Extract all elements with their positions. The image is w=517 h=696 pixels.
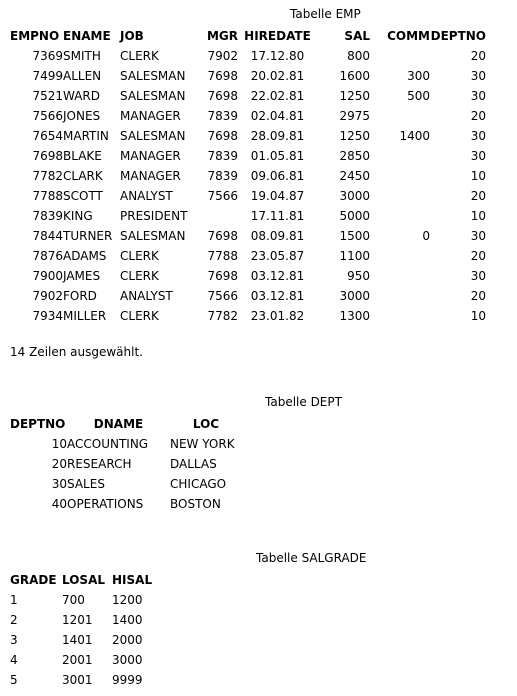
- emp-cell-comm: 500: [407, 89, 430, 103]
- emp-cell-comm: [370, 146, 430, 166]
- salgrade-cell-grade: 2: [10, 613, 18, 627]
- emp-cell-empno: 7369: [32, 49, 63, 63]
- emp-cell-hiredate: 01.05.81: [250, 149, 305, 163]
- emp-cell-comm: [370, 206, 430, 226]
- table-row: [10, 226, 486, 246]
- emp-cell-empno: 7566: [32, 109, 63, 123]
- table-row: [10, 650, 160, 670]
- dept-caption: Tabelle DEPT: [265, 395, 342, 409]
- emp-cell-mgr: [196, 206, 238, 226]
- emp-cell-sal: 950: [347, 269, 370, 283]
- emp-cell-empno: 7844: [32, 229, 63, 243]
- emp-cell-comm: 1400: [399, 129, 430, 143]
- salgrade-table: [10, 570, 160, 690]
- emp-cell-ename: SMITH: [63, 49, 101, 63]
- emp-cell-mgr: 7839: [207, 169, 238, 183]
- dept-header-row: [10, 414, 242, 434]
- table-row: [10, 186, 486, 206]
- emp-cell-sal: 1600: [339, 69, 370, 83]
- emp-cell-comm: [370, 106, 430, 126]
- emp-cell-sal: 5000: [339, 209, 370, 223]
- dept-table: [10, 414, 242, 514]
- emp-status-text: 14 Zeilen ausgewählt.: [10, 345, 143, 359]
- dept-cell-loc: DALLAS: [170, 457, 217, 471]
- emp-cell-mgr: 7902: [207, 49, 238, 63]
- emp-cell-deptno: 30: [470, 149, 486, 163]
- dept-col-loc: LOC: [192, 417, 220, 431]
- emp-cell-ename: MARTIN: [63, 129, 109, 143]
- dept-col-dname: DNAME: [93, 417, 144, 431]
- emp-cell-sal: 1300: [339, 309, 370, 323]
- emp-cell-hiredate: 09.06.81: [250, 169, 305, 183]
- emp-cell-sal: 3000: [339, 189, 370, 203]
- emp-cell-comm: 300: [407, 69, 430, 83]
- dept-cell-loc: NEW YORK: [170, 437, 235, 451]
- emp-cell-mgr: 7788: [207, 249, 238, 263]
- emp-cell-job: SALESMAN: [120, 229, 186, 243]
- emp-cell-sal: 2450: [339, 169, 370, 183]
- dept-cell-dname: RESEARCH: [67, 457, 132, 471]
- emp-cell-job: CLERK: [120, 249, 159, 263]
- emp-cell-ename: FORD: [63, 289, 97, 303]
- emp-cell-job: CLERK: [120, 309, 159, 323]
- emp-cell-job: MANAGER: [120, 109, 181, 123]
- table-row: [10, 66, 486, 86]
- emp-cell-hiredate: 03.12.81: [250, 289, 305, 303]
- emp-cell-mgr: 7566: [207, 289, 238, 303]
- emp-cell-comm: 0: [422, 229, 430, 243]
- table-row: [10, 86, 486, 106]
- dept-cell-dname: OPERATIONS: [67, 497, 144, 511]
- emp-cell-empno: 7782: [32, 169, 63, 183]
- table-row: [10, 454, 242, 474]
- table-row: [10, 670, 160, 690]
- emp-cell-deptno: 30: [470, 89, 486, 103]
- emp-cell-hiredate: 17.12.80: [250, 49, 305, 63]
- dept-cell-deptno: 40: [51, 497, 67, 511]
- emp-cell-comm: [370, 186, 430, 206]
- dept-cell-loc: BOSTON: [170, 497, 221, 511]
- emp-cell-hiredate: 20.02.81: [250, 69, 305, 83]
- emp-cell-ename: JAMES: [63, 269, 101, 283]
- emp-cell-sal: 1100: [339, 249, 370, 263]
- emp-cell-empno: 7839: [32, 209, 63, 223]
- salgrade-header-row: [10, 570, 160, 590]
- salgrade-col-losal: LOSAL: [62, 573, 105, 587]
- table-row: [10, 610, 160, 630]
- emp-cell-job: CLERK: [120, 49, 159, 63]
- emp-cell-deptno: 20: [470, 289, 486, 303]
- emp-cell-mgr: 7698: [207, 229, 238, 243]
- emp-cell-deptno: 10: [470, 209, 486, 223]
- emp-cell-mgr: 7698: [207, 129, 238, 143]
- salgrade-cell-losal: 3001: [62, 673, 93, 687]
- emp-cell-comm: [370, 46, 430, 66]
- table-row: [10, 246, 486, 266]
- emp-cell-ename: TURNER: [63, 229, 113, 243]
- emp-cell-mgr: 7566: [207, 189, 238, 203]
- emp-cell-empno: 7788: [32, 189, 63, 203]
- emp-caption: Tabelle EMP: [290, 7, 361, 21]
- emp-cell-job: MANAGER: [120, 169, 181, 183]
- emp-cell-empno: 7934: [32, 309, 63, 323]
- table-row: [10, 590, 160, 610]
- emp-cell-mgr: 7698: [207, 69, 238, 83]
- emp-cell-hiredate: 22.02.81: [250, 89, 305, 103]
- emp-cell-comm: [370, 306, 430, 326]
- salgrade-cell-losal: 1401: [62, 633, 93, 647]
- emp-cell-sal: 1250: [339, 89, 370, 103]
- emp-table-body: [10, 46, 486, 326]
- emp-cell-job: CLERK: [120, 269, 159, 283]
- table-row: [10, 126, 486, 146]
- emp-cell-deptno: 30: [470, 69, 486, 83]
- table-row: [10, 494, 242, 514]
- emp-cell-job: SALESMAN: [120, 69, 186, 83]
- dept-cell-deptno: 10: [51, 437, 67, 451]
- salgrade-table-body: [10, 590, 160, 690]
- emp-col-hiredate: HIREDATE: [244, 29, 311, 43]
- emp-col-empno: EMPNO: [10, 29, 60, 43]
- emp-cell-deptno: 20: [470, 109, 486, 123]
- emp-cell-mgr: 7698: [207, 269, 238, 283]
- salgrade-cell-hisal: 1200: [112, 593, 143, 607]
- dept-cell-dname: ACCOUNTING: [67, 437, 149, 451]
- emp-cell-hiredate: 19.04.87: [250, 189, 305, 203]
- emp-cell-deptno: 30: [470, 129, 486, 143]
- emp-cell-mgr: 7698: [207, 89, 238, 103]
- salgrade-cell-losal: 700: [62, 593, 85, 607]
- emp-cell-empno: 7902: [32, 289, 63, 303]
- table-row: [10, 630, 160, 650]
- table-row: [10, 206, 486, 226]
- emp-cell-hiredate: 03.12.81: [250, 269, 305, 283]
- emp-cell-comm: [370, 266, 430, 286]
- table-row: [10, 306, 486, 326]
- salgrade-cell-grade: 4: [10, 653, 18, 667]
- salgrade-cell-hisal: 9999: [112, 673, 143, 687]
- emp-cell-sal: 800: [347, 49, 370, 63]
- emp-cell-empno: 7876: [32, 249, 63, 263]
- table-row: [10, 434, 242, 454]
- salgrade-cell-hisal: 3000: [112, 653, 143, 667]
- emp-col-comm: COMM: [387, 29, 430, 43]
- emp-cell-empno: 7654: [32, 129, 63, 143]
- emp-cell-sal: 1250: [339, 129, 370, 143]
- emp-cell-hiredate: 08.09.81: [250, 229, 305, 243]
- table-row: [10, 474, 242, 494]
- emp-col-ename: ENAME: [63, 29, 111, 43]
- emp-cell-hiredate: 23.05.87: [250, 249, 305, 263]
- dept-cell-loc: CHICAGO: [170, 477, 227, 491]
- emp-cell-hiredate: 17.11.81: [250, 209, 305, 223]
- emp-cell-job: PRESIDENT: [120, 209, 188, 223]
- emp-cell-ename: KING: [63, 209, 93, 223]
- salgrade-cell-losal: 2001: [62, 653, 93, 667]
- emp-cell-hiredate: 02.04.81: [250, 109, 305, 123]
- salgrade-col-grade: GRADE: [10, 573, 57, 587]
- emp-cell-sal: 3000: [339, 289, 370, 303]
- table-row: [10, 286, 486, 306]
- emp-cell-mgr: 7782: [207, 309, 238, 323]
- emp-col-deptno: DEPTNO: [430, 29, 486, 43]
- emp-col-sal: SAL: [344, 29, 370, 43]
- emp-cell-comm: [370, 166, 430, 186]
- emp-header-row: [10, 26, 486, 46]
- emp-cell-ename: CLARK: [63, 169, 103, 183]
- emp-cell-empno: 7499: [32, 69, 63, 83]
- emp-cell-deptno: 30: [470, 269, 486, 283]
- emp-cell-mgr: 7839: [207, 149, 238, 163]
- dept-cell-deptno: 30: [51, 477, 67, 491]
- table-row: [10, 46, 486, 66]
- dept-cell-dname: SALES: [67, 477, 105, 491]
- emp-cell-sal: 2975: [339, 109, 370, 123]
- dept-col-deptno: DEPTNO: [10, 417, 66, 431]
- emp-cell-deptno: 30: [470, 229, 486, 243]
- table-row: [10, 146, 486, 166]
- emp-cell-ename: ALLEN: [63, 69, 102, 83]
- emp-cell-ename: ADAMS: [63, 249, 107, 263]
- salgrade-cell-grade: 1: [10, 593, 18, 607]
- emp-cell-empno: 7521: [32, 89, 63, 103]
- salgrade-col-hisal: HISAL: [112, 573, 153, 587]
- dept-table-body: [10, 434, 242, 514]
- emp-cell-comm: [370, 246, 430, 266]
- emp-cell-sal: 2850: [339, 149, 370, 163]
- emp-cell-ename: MILLER: [63, 309, 107, 323]
- emp-cell-job: SALESMAN: [120, 129, 186, 143]
- table-row: [10, 166, 486, 186]
- emp-cell-ename: JONES: [63, 109, 101, 123]
- emp-col-mgr: MGR: [206, 29, 238, 43]
- salgrade-caption: Tabelle SALGRADE: [256, 551, 367, 565]
- emp-cell-comm: [370, 286, 430, 306]
- salgrade-cell-grade: 3: [10, 633, 18, 647]
- emp-table: [10, 26, 486, 326]
- emp-cell-job: ANALYST: [120, 189, 173, 203]
- salgrade-cell-losal: 1201: [62, 613, 93, 627]
- emp-cell-ename: BLAKE: [63, 149, 102, 163]
- emp-cell-deptno: 20: [470, 189, 486, 203]
- dept-cell-deptno: 20: [51, 457, 67, 471]
- emp-col-job: JOB: [120, 29, 144, 43]
- emp-cell-job: SALESMAN: [120, 89, 186, 103]
- salgrade-cell-hisal: 1400: [112, 613, 143, 627]
- emp-cell-empno: 7698: [32, 149, 63, 163]
- emp-cell-empno: 7900: [32, 269, 63, 283]
- emp-cell-ename: WARD: [63, 89, 100, 103]
- emp-cell-hiredate: 23.01.82: [250, 309, 305, 323]
- emp-cell-deptno: 10: [470, 169, 486, 183]
- salgrade-cell-grade: 5: [10, 673, 18, 687]
- emp-cell-deptno: 20: [470, 249, 486, 263]
- table-row: [10, 106, 486, 126]
- table-row: [10, 266, 486, 286]
- emp-cell-hiredate: 28.09.81: [250, 129, 305, 143]
- emp-cell-mgr: 7839: [207, 109, 238, 123]
- emp-cell-job: MANAGER: [120, 149, 181, 163]
- emp-cell-deptno: 10: [470, 309, 486, 323]
- emp-cell-ename: SCOTT: [63, 189, 103, 203]
- emp-cell-deptno: 20: [470, 49, 486, 63]
- emp-cell-sal: 1500: [339, 229, 370, 243]
- salgrade-cell-hisal: 2000: [112, 633, 143, 647]
- emp-cell-job: ANALYST: [120, 289, 173, 303]
